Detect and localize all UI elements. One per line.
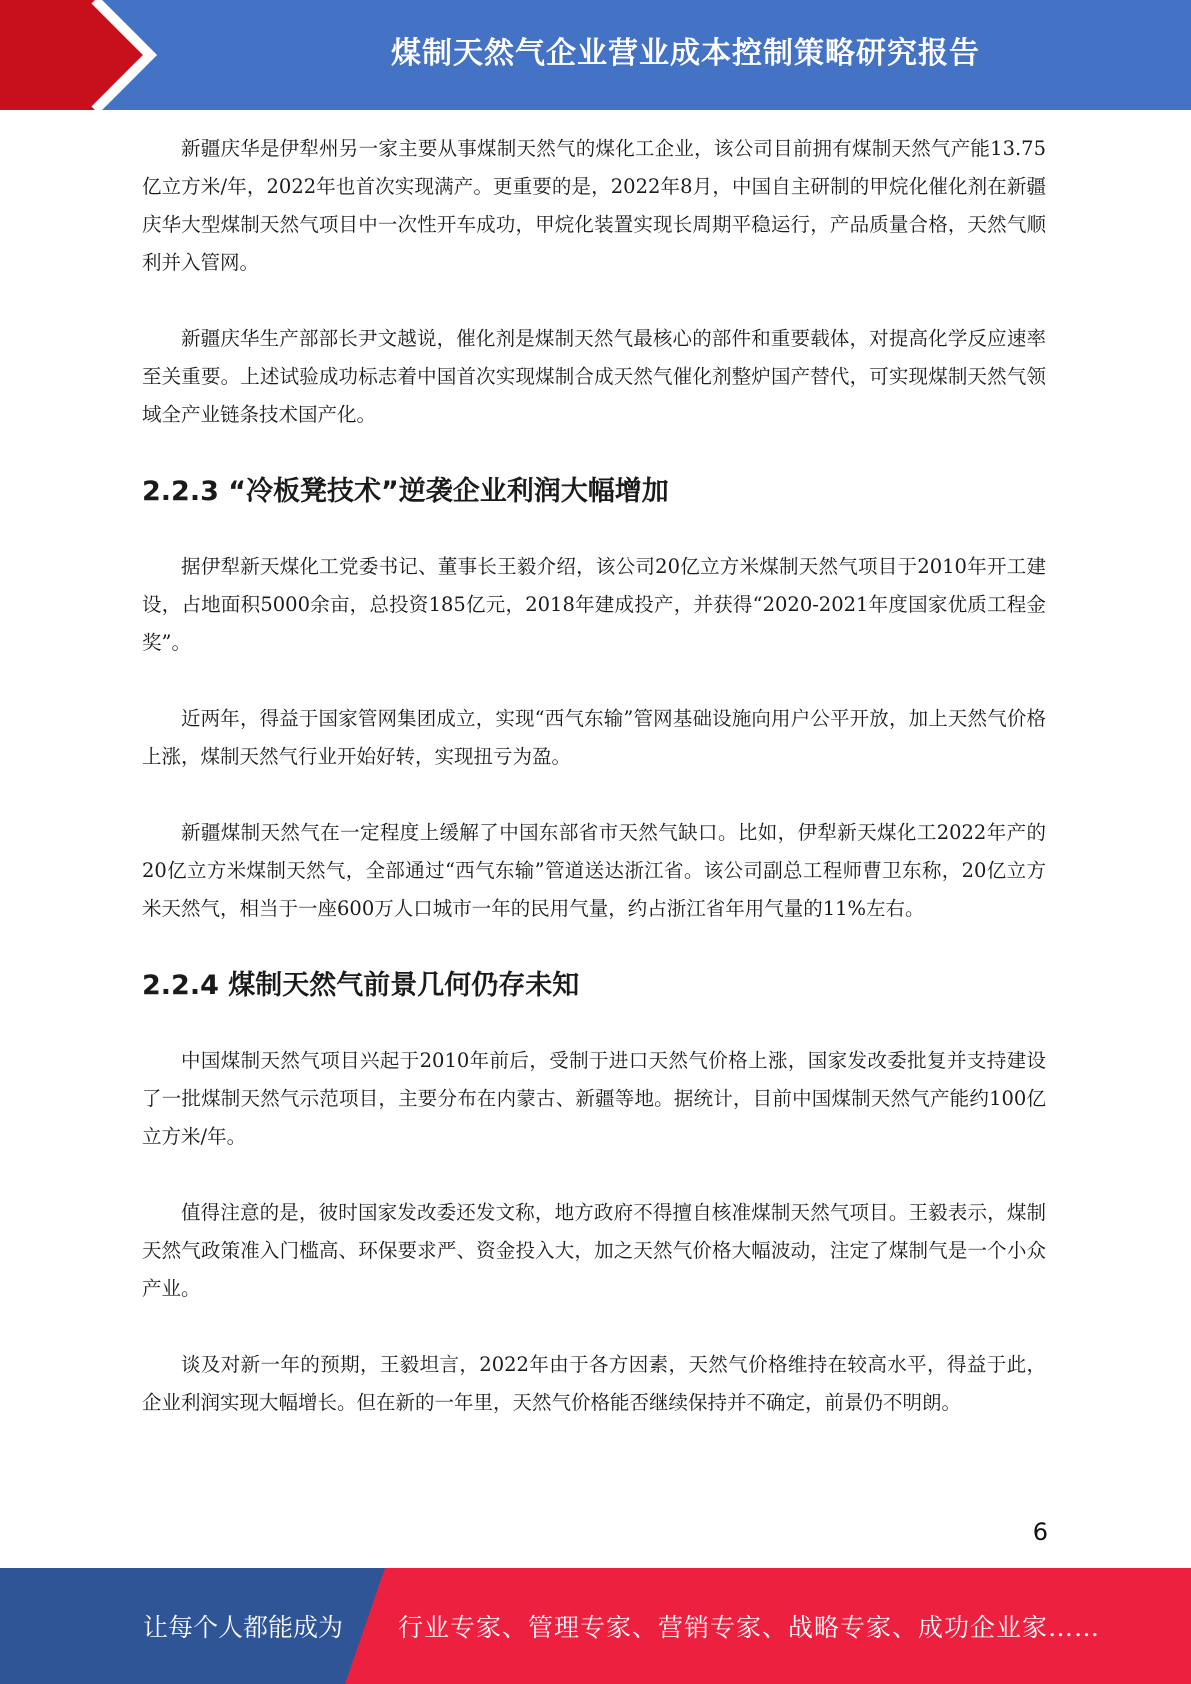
footer-slogan-left: 让每个人都能成为 (143, 1613, 344, 1642)
page-number: 6 (1032, 1518, 1048, 1546)
document-body (142, 130, 1046, 1460)
footer-slogan-right: 行业专家、管理专家、营销专家、战略专家、成功企业家…… (398, 1613, 1101, 1642)
paragraph-5: 新疆煤制天然气在一定程度上缓解了中国东部省市天然气缺口。比如，伊犁新天煤化工2022年产的20亿立方米煤制天然气，全部通过“西气东输”管道送达浙江省。该公司副总工程师曹卫东称，20亿立方米天然气，相当于一座600万人口城市一年的民用气量，约占浙江省年用气量的11%左右。 (142, 821, 1046, 920)
footer-banner (0, 1568, 1191, 1684)
paragraph-3: 据伊犁新天煤化工党委书记、董事长王毅介绍，该公司20亿立方米煤制天然气项目于2010年开工建设，占地面积5000余亩，总投资185亿元，2018年建成投产，并获得“2020-2021年度国家优质工程金奖”。 (142, 555, 1046, 654)
section-heading-2-2-3: 2.2.3 “冷板凳技术”逆袭企业利润大幅增加 (142, 476, 669, 507)
paragraph-7: 值得注意的是，彼时国家发改委还发文称，地方政府不得擅自核准煤制天然气项目。王毅表示，煤制天然气政策准入门槛高、环保要求严、资金投入大，加之天然气价格大幅波动，注定了煤制气是一个小众产业。 (142, 1201, 1046, 1300)
paragraph-6: 中国煤制天然气项目兴起于2010年前后，受制于进口天然气价格上涨，国家发改委批复并支持建设了一批煤制天然气示范项目，主要分布在内蒙古、新疆等地。据统计，目前中国煤制天然气产能约100亿立方米/年。 (142, 1049, 1046, 1148)
section-heading-2-2-4: 2.2.4 煤制天然气前景几何仍存未知 (142, 970, 580, 1001)
header-title: 煤制天然气企业营业成本控制策略研究报告 (391, 36, 980, 71)
paragraph-4: 近两年，得益于国家管网集团成立，实现“西气东输”管网基础设施向用户公平开放，加上天然气价格上涨，煤制天然气行业开始好转，实现扭亏为盈。 (142, 707, 1046, 768)
header-banner (0, 0, 1191, 110)
header-arrow-graphic (0, 0, 170, 110)
paragraph-1: 新疆庆华是伊犁州另一家主要从事煤制天然气的煤化工企业，该公司目前拥有煤制天然气产能13.75亿立方米/年，2022年也首次实现满产。更重要的是，2022年8月，中国自主研制的甲烷化催化剂在新疆庆华大型煤制天然气项目中一次性开车成功，甲烷化装置实现长周期平稳运行，产品质量合格，天然气顺利并入管网。 (142, 137, 1046, 274)
paragraph-8: 谈及对新一年的预期，王毅坦言，2022年由于各方因素，天然气价格维持在较高水平，得益于此，企业利润实现大幅增长。但在新的一年里，天然气价格能否继续保持并不确定，前景仍不明朗。 (142, 1353, 1046, 1414)
paragraph-2: 新疆庆华生产部部长尹文越说，催化剂是煤制天然气最核心的部件和重要载体，对提高化学反应速率至关重要。上述试验成功标志着中国首次实现煤制合成天然气催化剂整炉国产替代，可实现煤制天然气领域全产业链条技术国产化。 (142, 327, 1046, 426)
